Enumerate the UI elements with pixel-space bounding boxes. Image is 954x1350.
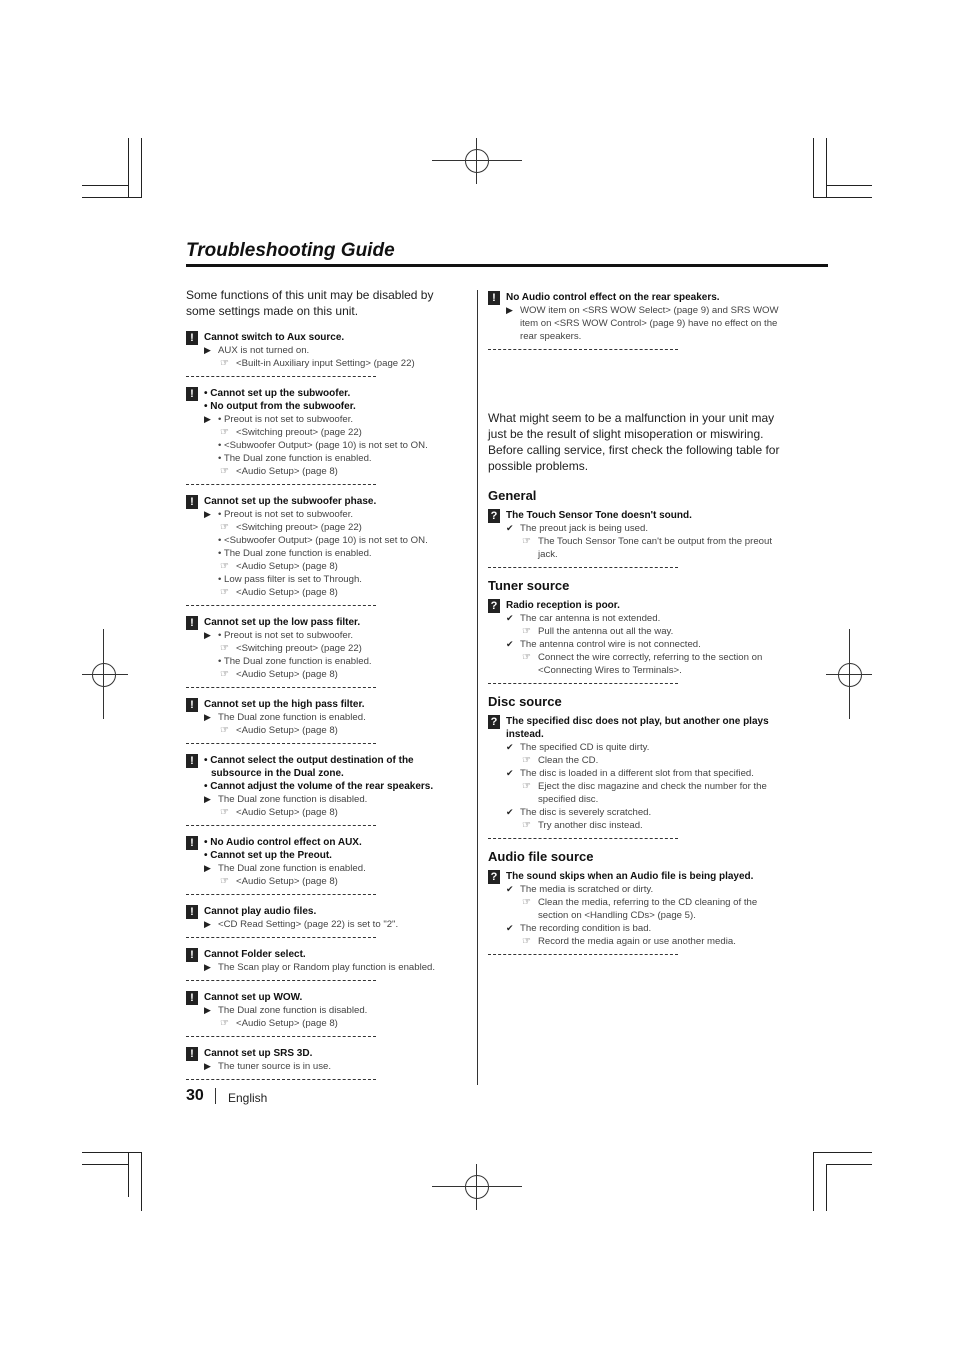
- left-intro: Some functions of this unit may be disabled by some settings made on this unit.: [186, 288, 434, 318]
- right-column: [488, 291, 788, 955]
- remedy-line: [488, 535, 788, 561]
- cause-line: [186, 534, 466, 547]
- crop-mark: [82, 1152, 142, 1153]
- exclamation-icon: !: [186, 905, 198, 919]
- section-heading: Disc source: [488, 694, 562, 709]
- line-text: The Dual zone function is enabled.: [218, 712, 366, 723]
- line-text: The Dual zone function is enabled.: [218, 863, 366, 874]
- dashed-separator: [186, 687, 376, 688]
- exclamation-icon: !: [186, 948, 198, 962]
- exclamation-icon: !: [186, 991, 198, 1005]
- crop-mark: [826, 138, 827, 198]
- exclamation-icon: !: [186, 495, 198, 509]
- remedy-line: [488, 780, 788, 806]
- pointing-hand-icon: ☞: [522, 652, 531, 663]
- problem-text: Cannot Folder select.: [204, 949, 306, 960]
- remedy-line: [186, 642, 466, 655]
- cause-line: [186, 573, 466, 586]
- exclamation-icon: !: [186, 698, 198, 712]
- pointing-hand-icon: ☞: [220, 427, 229, 438]
- line-text: <Audio Setup> (page 8): [236, 807, 338, 818]
- cause-line: [488, 522, 788, 535]
- trouble-item: [186, 331, 466, 377]
- problem-heading: [186, 991, 466, 1004]
- trouble-item: [186, 387, 466, 485]
- line-text: The Dual zone function is disabled.: [218, 1005, 368, 1016]
- problem-heading: [488, 870, 788, 883]
- cause-line: [186, 508, 466, 521]
- problem-text: Cannot set up the low pass filter.: [204, 617, 361, 628]
- dashed-separator: [488, 349, 678, 350]
- dashed-separator: [186, 937, 376, 938]
- remedy-line: [186, 426, 466, 439]
- registration-mark: [82, 674, 128, 675]
- arrow-right-icon: ▶: [204, 509, 211, 519]
- cause-line: [488, 883, 788, 896]
- problem-heading: [186, 1047, 466, 1060]
- problem-text: Cannot play audio files.: [204, 906, 317, 917]
- problem-text: No Audio control effect on the rear speakers.: [506, 292, 720, 303]
- arrow-right-icon: ▶: [204, 630, 211, 640]
- remedy-line: [186, 586, 466, 599]
- pointing-hand-icon: ☞: [220, 876, 229, 887]
- page-number: 30: [186, 1087, 204, 1104]
- line-text: <Audio Setup> (page 8): [236, 466, 338, 477]
- cause-line: [488, 638, 788, 651]
- cause-line: [186, 439, 466, 452]
- remedy-line: [186, 806, 466, 819]
- remedy-line: [488, 819, 788, 832]
- dashed-separator: [488, 683, 678, 684]
- cause-line: [186, 1004, 466, 1017]
- cause-line: [186, 547, 466, 560]
- exclamation-icon: !: [186, 754, 198, 768]
- pointing-hand-icon: ☞: [220, 561, 229, 572]
- cause-line: [488, 304, 788, 343]
- remedy-line: [488, 754, 788, 767]
- column-divider: [477, 290, 478, 1085]
- cause-line: [488, 767, 788, 780]
- line-text: The media is scratched or dirty.: [520, 884, 654, 895]
- line-text: Record the media again or use another media.: [538, 936, 736, 947]
- cause-line: [186, 452, 466, 465]
- arrow-right-icon: ▶: [204, 919, 211, 929]
- cause-line: [186, 961, 466, 974]
- cause-line: [186, 711, 466, 724]
- trouble-item: [186, 698, 466, 744]
- question-icon: ?: [488, 509, 500, 523]
- pointing-hand-icon: ☞: [522, 936, 531, 947]
- cause-line: [488, 806, 788, 819]
- trouble-item: [186, 754, 466, 826]
- line-text: The specified CD is quite dirty.: [520, 742, 650, 753]
- pointing-hand-icon: ☞: [522, 755, 531, 766]
- dashed-separator: [186, 825, 376, 826]
- dashed-separator: [186, 1079, 376, 1080]
- line-text: The tuner source is in use.: [218, 1061, 332, 1072]
- problem-heading: [186, 387, 466, 413]
- line-text: The disc is loaded in a different slot from that specified.: [520, 768, 754, 779]
- trouble-item: [488, 715, 788, 839]
- problem-text: Cannot set up SRS 3D.: [204, 1048, 313, 1059]
- pointing-hand-icon: ☞: [522, 536, 531, 547]
- section-heading: Tuner source: [488, 578, 570, 593]
- crop-mark: [813, 1152, 872, 1153]
- line-text: The antenna control wire is not connected.: [520, 639, 701, 650]
- problem-heading: [488, 715, 788, 741]
- crop-mark: [82, 197, 142, 198]
- arrow-right-icon: ▶: [204, 414, 211, 424]
- exclamation-icon: !: [488, 291, 500, 305]
- arrow-right-icon: ▶: [204, 1061, 211, 1071]
- check-icon: ✔: [506, 613, 514, 623]
- pointing-hand-icon: ☞: [220, 587, 229, 598]
- line-text: <Audio Setup> (page 8): [236, 561, 338, 572]
- problem-heading: [488, 509, 788, 522]
- pointing-hand-icon: ☞: [522, 820, 531, 831]
- remedy-line: [186, 521, 466, 534]
- line-text: • <Subwoofer Output> (page 10) is not set to ON.: [218, 440, 428, 451]
- line-text: WOW item on <SRS WOW Select> (page 9) and SRS WOW item on <SRS WOW Control> (page 9) have no effect on the rear speakers.: [520, 305, 779, 342]
- line-text: The Scan play or Random play function is enabled.: [218, 962, 436, 973]
- line-text: • Low pass filter is set to Through.: [218, 574, 362, 585]
- check-icon: ✔: [506, 807, 514, 817]
- line-text: <Audio Setup> (page 8): [236, 1018, 338, 1029]
- arrow-right-icon: ▶: [204, 962, 211, 972]
- problem-text: The specified disc does not play, but another one plays instead.: [506, 716, 769, 740]
- pointing-hand-icon: ☞: [522, 897, 531, 908]
- remedy-line: [186, 560, 466, 573]
- cause-line: [488, 741, 788, 754]
- line-text: • The Dual zone function is enabled.: [218, 548, 372, 559]
- exclamation-icon: !: [186, 836, 198, 850]
- line-text: <Audio Setup> (page 8): [236, 587, 338, 598]
- dashed-separator: [186, 743, 376, 744]
- cause-line: [186, 862, 466, 875]
- trouble-item: [186, 1047, 466, 1080]
- problem-heading: [488, 291, 788, 304]
- check-icon: ✔: [506, 768, 514, 778]
- line-text: Connect the wire correctly, referring to the section on <Connecting Wires to Terminals>.: [538, 652, 763, 676]
- line-text: The disc is severely scratched.: [520, 807, 652, 818]
- question-icon: ?: [488, 599, 500, 613]
- right-intro: What might seem to be a malfunction in your unit may just be the result of slight misoperation or miswiring. Before calling service, first check the following table for possible problems.: [488, 411, 780, 473]
- crop-mark: [82, 1164, 128, 1165]
- registration-mark: [465, 1175, 489, 1199]
- registration-mark: [849, 629, 850, 719]
- crop-mark: [141, 138, 142, 198]
- check-icon: ✔: [506, 884, 514, 894]
- problem-text: The Touch Sensor Tone doesn't sound.: [506, 510, 692, 521]
- arrow-right-icon: ▶: [204, 345, 211, 355]
- right-top-item: [488, 291, 788, 350]
- problem-text: • Cannot adjust the volume of the rear speakers.: [204, 781, 434, 792]
- exclamation-icon: !: [186, 616, 198, 630]
- cause-line: [488, 612, 788, 625]
- trouble-item: [186, 616, 466, 688]
- dashed-separator: [186, 1036, 376, 1037]
- line-text: The Dual zone function is disabled.: [218, 794, 368, 805]
- problem-heading: [186, 495, 466, 508]
- dashed-separator: [186, 980, 376, 981]
- pointing-hand-icon: ☞: [220, 669, 229, 680]
- pointing-hand-icon: ☞: [220, 466, 229, 477]
- dashed-separator: [488, 838, 678, 839]
- line-text: <Built-in Auxiliary input Setting> (page 22): [236, 358, 415, 369]
- line-text: Try another disc instead.: [538, 820, 643, 831]
- line-text: • Preout is not set to subwoofer.: [218, 414, 354, 425]
- footer-divider: [215, 1088, 216, 1104]
- footer-language: English: [228, 1091, 268, 1105]
- pointing-hand-icon: ☞: [220, 807, 229, 818]
- check-icon: ✔: [506, 639, 514, 649]
- problem-heading: [186, 331, 466, 344]
- question-icon: ?: [488, 870, 500, 884]
- problem-text: Cannot switch to Aux source.: [204, 332, 345, 343]
- crop-mark: [826, 1164, 827, 1211]
- dashed-separator: [186, 894, 376, 895]
- dashed-separator: [186, 605, 376, 606]
- remedy-line: [186, 875, 466, 888]
- crop-mark: [128, 1152, 129, 1197]
- line-text: AUX is not turned on.: [218, 345, 310, 356]
- line-text: Eject the disc magazine and check the number for the specified disc.: [538, 781, 767, 805]
- line-text: <CD Read Setting> (page 22) is set to "2".: [218, 919, 399, 930]
- remedy-line: [488, 896, 788, 922]
- registration-mark: [432, 1186, 522, 1187]
- problem-text: • Cannot set up the Preout.: [204, 850, 332, 861]
- cause-line: [186, 629, 466, 642]
- problem-heading: [186, 948, 466, 961]
- crop-mark: [826, 1164, 872, 1165]
- cause-line: [186, 1060, 466, 1073]
- line-text: <Switching preout> (page 22): [236, 522, 362, 533]
- section-heading: Audio file source: [488, 849, 594, 864]
- remedy-line: [186, 668, 466, 681]
- problem-heading: [186, 698, 466, 711]
- pointing-hand-icon: ☞: [220, 522, 229, 533]
- section-heading: General: [488, 488, 537, 503]
- line-text: <Audio Setup> (page 8): [236, 669, 338, 680]
- crop-mark: [813, 197, 872, 198]
- exclamation-icon: !: [186, 331, 198, 345]
- crop-mark: [813, 138, 814, 198]
- check-icon: ✔: [506, 742, 514, 752]
- registration-mark: [92, 663, 116, 687]
- line-text: Clean the media, referring to the CD cleaning of the section on <Handling CDs> (page 5).: [538, 897, 758, 921]
- pointing-hand-icon: ☞: [220, 643, 229, 654]
- problem-heading: [186, 905, 466, 918]
- arrow-right-icon: ▶: [204, 712, 211, 722]
- remedy-line: [186, 724, 466, 737]
- line-text: Clean the CD.: [538, 755, 599, 766]
- dashed-separator: [488, 567, 678, 568]
- cause-line: [186, 655, 466, 668]
- registration-mark: [838, 663, 862, 687]
- arrow-right-icon: ▶: [506, 305, 513, 315]
- remedy-line: [186, 357, 466, 370]
- problem-text: Cannot set up WOW.: [204, 992, 303, 1003]
- question-icon: ?: [488, 715, 500, 729]
- line-text: • <Subwoofer Output> (page 10) is not set to ON.: [218, 535, 428, 546]
- line-text: • Preout is not set to subwoofer.: [218, 509, 354, 520]
- remedy-line: [488, 625, 788, 638]
- dashed-separator: [186, 484, 376, 485]
- problem-text: Cannot set up the subwoofer phase.: [204, 496, 377, 507]
- trouble-item: [488, 291, 788, 350]
- crop-mark: [813, 1152, 814, 1211]
- crop-mark: [141, 1152, 142, 1211]
- remedy-line: [488, 935, 788, 948]
- pointing-hand-icon: ☞: [220, 358, 229, 369]
- registration-mark: [465, 149, 489, 173]
- problem-text: Cannot set up the high pass filter.: [204, 699, 365, 710]
- trouble-item: [488, 870, 788, 955]
- cause-line: [488, 922, 788, 935]
- remedy-line: [488, 651, 788, 677]
- line-text: • The Dual zone function is enabled.: [218, 656, 372, 667]
- problem-text: • Cannot select the output destination of the subsource in the Dual zone.: [204, 755, 414, 779]
- line-text: <Switching preout> (page 22): [236, 643, 362, 654]
- line-text: <Audio Setup> (page 8): [236, 725, 338, 736]
- arrow-right-icon: ▶: [204, 794, 211, 804]
- line-text: Pull the antenna out all the way.: [538, 626, 674, 637]
- dashed-separator: [488, 954, 678, 955]
- problem-text: Radio reception is poor.: [506, 600, 620, 611]
- crop-mark: [82, 185, 128, 186]
- registration-mark: [476, 138, 477, 184]
- check-icon: ✔: [506, 923, 514, 933]
- check-icon: ✔: [506, 523, 514, 533]
- arrow-right-icon: ▶: [204, 1005, 211, 1015]
- line-text: The recording condition is bad.: [520, 923, 652, 934]
- line-text: The Touch Sensor Tone can't be output from the preout jack.: [538, 536, 773, 560]
- problem-text: The sound skips when an Audio file is being played.: [506, 871, 754, 882]
- problem-text: • Cannot set up the subwoofer.: [204, 388, 351, 399]
- trouble-item: [488, 599, 788, 684]
- cause-line: [186, 918, 466, 931]
- page-title: Troubleshooting Guide: [186, 240, 395, 261]
- pointing-hand-icon: ☞: [522, 781, 531, 792]
- line-text: The car antenna is not extended.: [520, 613, 661, 624]
- line-text: The preout jack is being used.: [520, 523, 648, 534]
- line-text: • The Dual zone function is enabled.: [218, 453, 372, 464]
- line-text: • Preout is not set to subwoofer.: [218, 630, 354, 641]
- pointing-hand-icon: ☞: [220, 725, 229, 736]
- registration-mark: [476, 1164, 477, 1210]
- pointing-hand-icon: ☞: [522, 626, 531, 637]
- trouble-item: [186, 836, 466, 895]
- trouble-item: [186, 495, 466, 606]
- cause-line: [186, 344, 466, 357]
- trouble-item: [488, 509, 788, 568]
- trouble-item: [186, 991, 466, 1037]
- problem-heading: [186, 616, 466, 629]
- exclamation-icon: !: [186, 1047, 198, 1061]
- crop-mark: [826, 185, 872, 186]
- title-rule: [186, 264, 828, 267]
- problem-heading: [488, 599, 788, 612]
- problem-text: • No output from the subwoofer.: [204, 401, 356, 412]
- left-items: [186, 331, 466, 1080]
- trouble-item: [186, 905, 466, 938]
- problem-heading: [186, 836, 466, 862]
- arrow-right-icon: ▶: [204, 863, 211, 873]
- pointing-hand-icon: ☞: [220, 1018, 229, 1029]
- line-text: <Audio Setup> (page 8): [236, 876, 338, 887]
- right-sections: [488, 488, 788, 955]
- problem-heading: [186, 754, 466, 793]
- cause-line: [186, 793, 466, 806]
- crop-mark: [128, 138, 129, 198]
- trouble-item: [186, 948, 466, 981]
- registration-mark: [103, 629, 104, 719]
- exclamation-icon: !: [186, 387, 198, 401]
- registration-mark: [432, 160, 522, 161]
- dashed-separator: [186, 376, 376, 377]
- problem-text: • No Audio control effect on AUX.: [204, 837, 362, 848]
- remedy-line: [186, 465, 466, 478]
- line-text: <Switching preout> (page 22): [236, 427, 362, 438]
- remedy-line: [186, 1017, 466, 1030]
- cause-line: [186, 413, 466, 426]
- left-column: [186, 287, 466, 1080]
